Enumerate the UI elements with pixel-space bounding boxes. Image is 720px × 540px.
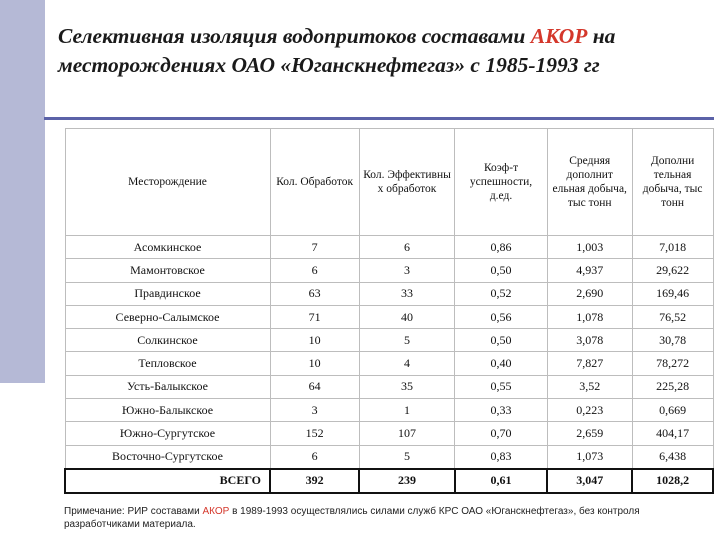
value-cell: 0,50 [455, 259, 547, 282]
value-cell: 71 [270, 305, 359, 328]
left-decorative-bar [0, 0, 45, 383]
value-cell: 2,659 [547, 422, 632, 445]
value-cell: 0,56 [455, 305, 547, 328]
total-cell: 1028,2 [632, 469, 713, 493]
header-extra-production: Дополни тельная добыча, тыс тонн [632, 129, 713, 236]
value-cell: 1 [359, 399, 455, 422]
title-accent: АКОР [530, 24, 588, 48]
value-cell: 3,52 [547, 375, 632, 398]
value-cell: 30,78 [632, 329, 713, 352]
table-row [65, 329, 713, 352]
field-name-cell: Тепловское [65, 352, 270, 375]
value-cell: 6,438 [632, 445, 713, 469]
value-cell: 7,018 [632, 236, 713, 259]
table-row [65, 305, 713, 328]
value-cell: 0,40 [455, 352, 547, 375]
data-table [64, 128, 714, 494]
value-cell: 152 [270, 422, 359, 445]
table-row [65, 259, 713, 282]
value-cell: 7 [270, 236, 359, 259]
field-name-cell: Южно-Балыкское [65, 399, 270, 422]
total-label: ВСЕГО [65, 469, 270, 493]
header-effective-treatments: Кол. Эффективны х обработок [359, 129, 455, 236]
value-cell: 40 [359, 305, 455, 328]
value-cell: 78,272 [632, 352, 713, 375]
value-cell: 0,50 [455, 329, 547, 352]
field-name-cell: Правдинское [65, 282, 270, 305]
header-treatments: Кол. Обработок [270, 129, 359, 236]
value-cell: 5 [359, 445, 455, 469]
title-part-1: Селективная изоляция водопритоков составами [58, 24, 526, 48]
value-cell: 33 [359, 282, 455, 305]
field-name-cell: Мамонтовское [65, 259, 270, 282]
value-cell: 6 [359, 236, 455, 259]
slide-title [58, 22, 708, 80]
value-cell: 0,669 [632, 399, 713, 422]
value-cell: 35 [359, 375, 455, 398]
footnote-text-end: в 1989-1993 осуществлялись силами служб КРС ОАО «Юганскнефтегаз», без контроля разработчиками материала. [64, 506, 640, 530]
table-row [65, 282, 713, 305]
value-cell: 10 [270, 329, 359, 352]
value-cell: 3 [270, 399, 359, 422]
value-cell: 2,690 [547, 282, 632, 305]
table-row [65, 352, 713, 375]
table-row [65, 399, 713, 422]
header-success-rate: Коэф-т успешности, д.ед. [455, 129, 547, 236]
value-cell: 29,622 [632, 259, 713, 282]
value-cell: 0,86 [455, 236, 547, 259]
value-cell: 63 [270, 282, 359, 305]
total-cell: 239 [359, 469, 455, 493]
value-cell: 1,078 [547, 305, 632, 328]
value-cell: 1,073 [547, 445, 632, 469]
footnote-text-start: Примечание: РИР составами [64, 506, 200, 517]
header-field: Месторождение [65, 129, 270, 236]
table-row [65, 236, 713, 259]
value-cell: 6 [270, 445, 359, 469]
field-name-cell: Асомкинское [65, 236, 270, 259]
value-cell: 76,52 [632, 305, 713, 328]
value-cell: 1,003 [547, 236, 632, 259]
value-cell: 0,55 [455, 375, 547, 398]
total-row [65, 469, 713, 493]
value-cell: 3 [359, 259, 455, 282]
table-row [65, 445, 713, 469]
value-cell: 0,83 [455, 445, 547, 469]
field-name-cell: Северно-Салымское [65, 305, 270, 328]
header-row [65, 129, 713, 236]
field-name-cell: Усть-Балыкское [65, 375, 270, 398]
value-cell: 6 [270, 259, 359, 282]
value-cell: 107 [359, 422, 455, 445]
value-cell: 169,46 [632, 282, 713, 305]
header-avg-extra-production: Средняя дополнит ельная добыча, тыс тонн [547, 129, 632, 236]
total-cell: 392 [270, 469, 359, 493]
value-cell: 10 [270, 352, 359, 375]
value-cell: 404,17 [632, 422, 713, 445]
value-cell: 0,70 [455, 422, 547, 445]
field-name-cell: Солкинское [65, 329, 270, 352]
field-name-cell: Восточно-Сургутское [65, 445, 270, 469]
value-cell: 5 [359, 329, 455, 352]
title-part-2: на месторождениях ОАО «Юганскнефтегаз» с 1985-1993 гг [58, 24, 616, 77]
footnote [64, 505, 714, 531]
title-divider [44, 117, 714, 120]
footnote-accent: АКОР [202, 506, 230, 517]
total-cell: 3,047 [547, 469, 632, 493]
value-cell: 4 [359, 352, 455, 375]
table-body [65, 236, 713, 469]
value-cell: 4,937 [547, 259, 632, 282]
value-cell: 64 [270, 375, 359, 398]
value-cell: 0,33 [455, 399, 547, 422]
value-cell: 225,28 [632, 375, 713, 398]
field-name-cell: Южно-Сургутское [65, 422, 270, 445]
table-row [65, 422, 713, 445]
total-cell: 0,61 [455, 469, 547, 493]
value-cell: 0,223 [547, 399, 632, 422]
table-row [65, 375, 713, 398]
value-cell: 7,827 [547, 352, 632, 375]
value-cell: 3,078 [547, 329, 632, 352]
value-cell: 0,52 [455, 282, 547, 305]
